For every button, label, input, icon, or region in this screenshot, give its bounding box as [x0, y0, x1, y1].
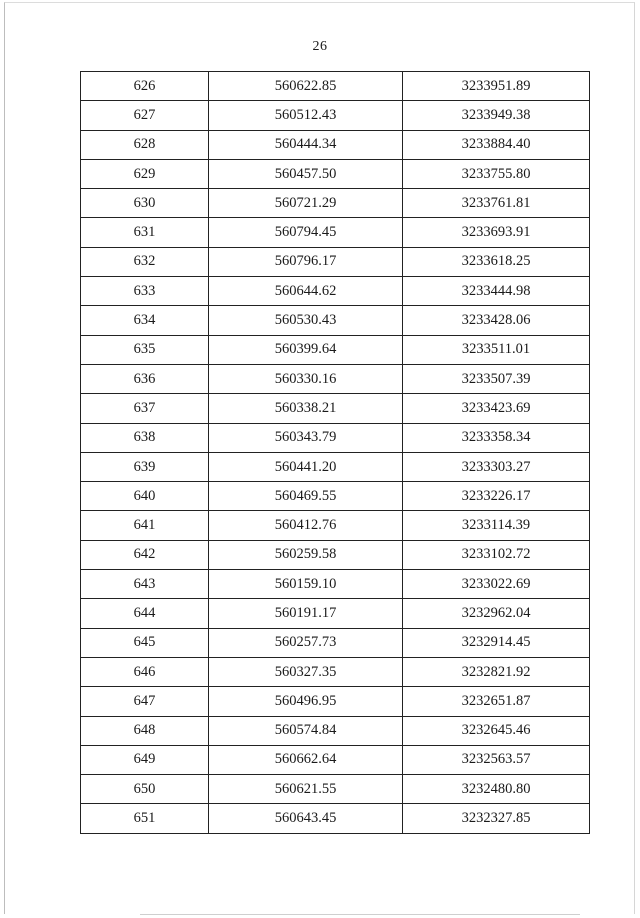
x-coordinate-cell: 560644.62	[209, 277, 403, 306]
x-coordinate-cell: 560441.20	[209, 452, 403, 481]
table-row	[81, 101, 590, 130]
x-coordinate-cell: 560338.21	[209, 394, 403, 423]
y-coordinate-cell: 3233303.27	[403, 452, 590, 481]
y-coordinate-cell: 3232480.80	[403, 775, 590, 804]
point-number-cell: 630	[81, 189, 209, 218]
table-row	[81, 628, 590, 657]
table-row	[81, 159, 590, 188]
table-row	[81, 511, 590, 540]
table-row	[81, 72, 590, 101]
point-number-cell: 642	[81, 540, 209, 569]
y-coordinate-cell: 3232962.04	[403, 599, 590, 628]
table-row	[81, 277, 590, 306]
table-row	[81, 247, 590, 276]
y-coordinate-cell: 3233226.17	[403, 482, 590, 511]
y-coordinate-cell: 3233884.40	[403, 130, 590, 159]
table-row	[81, 804, 590, 833]
table-row	[81, 394, 590, 423]
x-coordinate-cell: 560327.35	[209, 657, 403, 686]
y-coordinate-cell: 3233423.69	[403, 394, 590, 423]
x-coordinate-cell: 560343.79	[209, 423, 403, 452]
page-number: 26	[312, 39, 328, 54]
x-coordinate-cell: 560794.45	[209, 218, 403, 247]
point-number-cell: 627	[81, 101, 209, 130]
y-coordinate-cell: 3233951.89	[403, 72, 590, 101]
y-coordinate-cell: 3233511.01	[403, 335, 590, 364]
x-coordinate-cell: 560330.16	[209, 364, 403, 393]
x-coordinate-cell: 560259.58	[209, 540, 403, 569]
x-coordinate-cell: 560530.43	[209, 306, 403, 335]
point-number-cell: 645	[81, 628, 209, 657]
x-coordinate-cell: 560444.34	[209, 130, 403, 159]
y-coordinate-cell: 3232821.92	[403, 657, 590, 686]
y-coordinate-cell: 3233761.81	[403, 189, 590, 218]
table-row	[81, 687, 590, 716]
y-coordinate-cell: 3233102.72	[403, 540, 590, 569]
point-number-cell: 628	[81, 130, 209, 159]
table-row	[81, 364, 590, 393]
page-bottom-edge	[140, 914, 580, 915]
x-coordinate-cell: 560622.85	[209, 72, 403, 101]
x-coordinate-cell: 560796.17	[209, 247, 403, 276]
point-number-cell: 636	[81, 364, 209, 393]
y-coordinate-cell: 3233114.39	[403, 511, 590, 540]
y-coordinate-cell: 3233358.34	[403, 423, 590, 452]
point-number-cell: 650	[81, 775, 209, 804]
y-coordinate-cell: 3233618.25	[403, 247, 590, 276]
y-coordinate-cell: 3233428.06	[403, 306, 590, 335]
x-coordinate-cell: 560574.84	[209, 716, 403, 745]
table-row	[81, 218, 590, 247]
point-number-cell: 634	[81, 306, 209, 335]
point-number-cell: 651	[81, 804, 209, 833]
table-row	[81, 775, 590, 804]
point-number-cell: 644	[81, 599, 209, 628]
y-coordinate-cell: 3233022.69	[403, 570, 590, 599]
point-number-cell: 626	[81, 72, 209, 101]
point-number-cell: 646	[81, 657, 209, 686]
coordinate-table	[80, 71, 590, 834]
y-coordinate-cell: 3233444.98	[403, 277, 590, 306]
table-row	[81, 335, 590, 364]
x-coordinate-cell: 560399.64	[209, 335, 403, 364]
x-coordinate-cell: 560721.29	[209, 189, 403, 218]
x-coordinate-cell: 560621.55	[209, 775, 403, 804]
x-coordinate-cell: 560662.64	[209, 745, 403, 774]
point-number-cell: 640	[81, 482, 209, 511]
y-coordinate-cell: 3232327.85	[403, 804, 590, 833]
point-number-cell: 648	[81, 716, 209, 745]
table-row	[81, 452, 590, 481]
table-row	[81, 570, 590, 599]
x-coordinate-cell: 560457.50	[209, 159, 403, 188]
point-number-cell: 629	[81, 159, 209, 188]
table-row	[81, 716, 590, 745]
y-coordinate-cell: 3233949.38	[403, 101, 590, 130]
coordinate-table-body	[81, 72, 590, 834]
table-row	[81, 306, 590, 335]
point-number-cell: 647	[81, 687, 209, 716]
y-coordinate-cell: 3232645.46	[403, 716, 590, 745]
point-number-cell: 639	[81, 452, 209, 481]
table-row	[81, 657, 590, 686]
table-row	[81, 189, 590, 218]
x-coordinate-cell: 560191.17	[209, 599, 403, 628]
point-number-cell: 632	[81, 247, 209, 276]
point-number-cell: 638	[81, 423, 209, 452]
y-coordinate-cell: 3233693.91	[403, 218, 590, 247]
point-number-cell: 641	[81, 511, 209, 540]
x-coordinate-cell: 560412.76	[209, 511, 403, 540]
y-coordinate-cell: 3232563.57	[403, 745, 590, 774]
x-coordinate-cell: 560496.95	[209, 687, 403, 716]
x-coordinate-cell: 560643.45	[209, 804, 403, 833]
table-row	[81, 599, 590, 628]
x-coordinate-cell: 560159.10	[209, 570, 403, 599]
point-number-cell: 649	[81, 745, 209, 774]
x-coordinate-cell: 560469.55	[209, 482, 403, 511]
y-coordinate-cell: 3233755.80	[403, 159, 590, 188]
point-number-cell: 637	[81, 394, 209, 423]
point-number-cell: 643	[81, 570, 209, 599]
x-coordinate-cell: 560512.43	[209, 101, 403, 130]
table-row	[81, 482, 590, 511]
point-number-cell: 631	[81, 218, 209, 247]
y-coordinate-cell: 3232651.87	[403, 687, 590, 716]
y-coordinate-cell: 3233507.39	[403, 364, 590, 393]
x-coordinate-cell: 560257.73	[209, 628, 403, 657]
table-row	[81, 423, 590, 452]
point-number-cell: 633	[81, 277, 209, 306]
table-row	[81, 745, 590, 774]
point-number-cell: 635	[81, 335, 209, 364]
table-row	[81, 130, 590, 159]
table-row	[81, 540, 590, 569]
y-coordinate-cell: 3232914.45	[403, 628, 590, 657]
